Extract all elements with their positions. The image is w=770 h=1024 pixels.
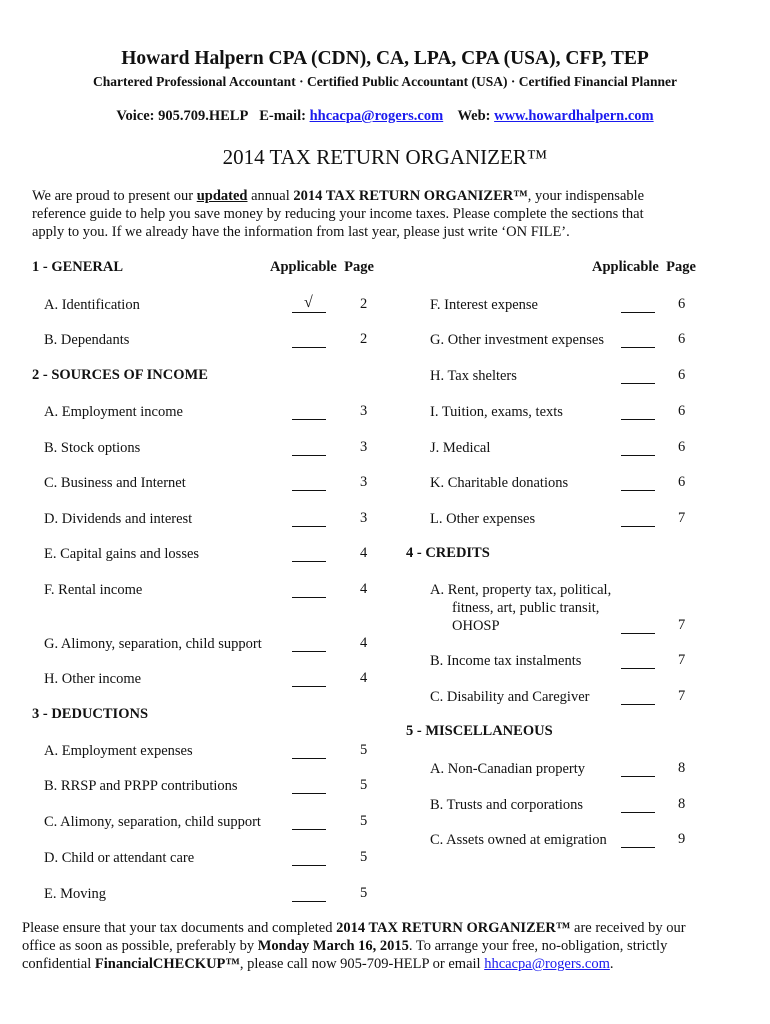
applicable-checkbox-field[interactable] [621, 798, 655, 813]
section-general: 1 - GENERAL [32, 259, 124, 275]
item-label [430, 581, 611, 635]
item-label-line: C. Disability and Caregiver [430, 689, 590, 705]
applicable-checkbox-field[interactable] [292, 637, 326, 652]
item-label-line: D. Child or attendant care [44, 850, 195, 866]
item-label [44, 403, 183, 421]
item-label-line: A. Employment expenses [44, 743, 193, 759]
item-label [430, 796, 583, 814]
item-page-number: 4 [360, 670, 368, 686]
applicable-checkbox-field[interactable] [292, 512, 326, 527]
item-label-line: C. Assets owned at emigration [430, 832, 607, 848]
item-page-number: 8 [678, 796, 686, 812]
applicable-checkbox-field[interactable] [292, 294, 326, 313]
item-label [44, 777, 238, 795]
applicable-checkbox-field[interactable] [292, 476, 326, 491]
item-label-line: C. Business and Internet [44, 475, 186, 491]
item-label [430, 296, 538, 314]
item-page-number: 7 [678, 617, 686, 633]
intro-paragraph [32, 187, 644, 241]
credentials-line: Chartered Professional Accountant · Certified Public Accountant (USA) · Certified Financial Planner [92, 74, 678, 89]
right-col-header: Applicable Page [592, 259, 696, 275]
email-link[interactable]: hhcacpa@rogers.com [309, 108, 444, 124]
item-page-number: 3 [360, 403, 368, 419]
applicable-checkbox-field[interactable] [621, 476, 655, 491]
item-page-number: 5 [360, 885, 368, 901]
applicable-checkbox-field[interactable] [621, 333, 655, 348]
item-page-number: 5 [360, 813, 368, 829]
item-page-number: 6 [678, 367, 686, 383]
applicable-checkbox-field[interactable] [292, 333, 326, 348]
item-label [430, 403, 563, 421]
item-label-line: G. Alimony, separation, child support [44, 636, 262, 652]
footer-line-3: confidential FinancialCHECKUP™, please call now 905-709-HELP or email hhcacpa@rogers.com. [22, 956, 614, 972]
applicable-checkbox-field[interactable] [292, 887, 326, 902]
item-label [430, 760, 585, 778]
item-label-line: E. Capital gains and losses [44, 546, 200, 562]
applicable-checkbox-field[interactable] [292, 672, 326, 687]
email-label: E-mail: [259, 108, 306, 124]
item-label [44, 849, 194, 867]
footer-line-1: Please ensure that your tax documents and completed 2014 TAX RETURN ORGANIZER™ are received by our [22, 920, 686, 936]
item-page-number: 3 [360, 474, 368, 490]
web-label: Web: [457, 108, 491, 124]
item-page-number: 2 [360, 296, 368, 312]
item-label-line: I. Tuition, exams, texts [430, 404, 563, 420]
item-label [430, 474, 568, 492]
item-page-number: 6 [678, 403, 686, 419]
item-label-line: H. Other income [44, 671, 142, 687]
item-label [44, 296, 140, 314]
item-page-number: 2 [360, 331, 368, 347]
item-page-number: 9 [678, 831, 686, 847]
item-label [44, 670, 141, 688]
applicable-checkbox-field[interactable] [621, 762, 655, 777]
item-page-number: 7 [678, 510, 686, 526]
applicable-checkbox-field[interactable] [292, 779, 326, 794]
applicable-checkbox-field[interactable] [292, 583, 326, 598]
item-page-number: 6 [678, 474, 686, 490]
item-label [430, 367, 517, 385]
item-label-line: A. Employment income [44, 404, 183, 420]
section-deductions: 3 - DEDUCTIONS [32, 706, 149, 722]
item-page-number: 7 [678, 652, 686, 668]
item-page-number: 4 [360, 545, 368, 561]
item-label-line: OHOSP [452, 618, 500, 634]
item-label [430, 439, 490, 457]
checkmark-icon: √ [304, 294, 313, 311]
footer-paragraph [22, 919, 686, 973]
applicable-checkbox-field[interactable] [621, 619, 655, 634]
item-page-number: 5 [360, 742, 368, 758]
firm-name: Howard Halpern CPA (CDN), CA, LPA, CPA (USA), CFP, TEP [121, 48, 649, 69]
item-label-line: E. Moving [44, 886, 107, 902]
item-page-number: 7 [678, 688, 686, 704]
item-label-line: B. Stock options [44, 440, 141, 456]
section-credits: 4 - CREDITS [406, 545, 490, 561]
section-income: 2 - SOURCES OF INCOME [32, 367, 208, 383]
item-page-number: 6 [678, 439, 686, 455]
item-page-number: 6 [678, 296, 686, 312]
item-page-number: 4 [360, 635, 368, 651]
applicable-checkbox-field[interactable] [292, 405, 326, 420]
item-label-line: B. RRSP and PRPP contributions [44, 778, 238, 794]
item-label-line: F. Interest expense [430, 297, 538, 313]
item-page-number: 5 [360, 777, 368, 793]
item-label-line: L. Other expenses [430, 511, 536, 527]
web-link[interactable]: www.howardhalpern.com [494, 108, 654, 124]
item-label-line: K. Charitable donations [430, 475, 569, 491]
item-label-line: G. Other investment expenses [430, 332, 604, 348]
intro-line-3: apply to you. If we already have the information from last year, please just write ‘ON FILE’. [32, 224, 570, 240]
left-col-header: Applicable Page [270, 259, 374, 275]
footer-email-link[interactable]: hhcacpa@rogers.com [484, 956, 610, 972]
item-label-line: fitness, art, public transit, [452, 600, 600, 616]
applicable-checkbox-field[interactable] [292, 851, 326, 866]
item-label [44, 635, 262, 653]
item-label [430, 331, 604, 349]
item-label-line: B. Income tax instalments [430, 653, 582, 669]
intro-line-2: reference guide to help you save money by reducing your income taxes. Please complete the sections that [32, 206, 644, 222]
applicable-checkbox-field[interactable] [292, 441, 326, 456]
item-label [44, 581, 142, 599]
item-label [44, 885, 106, 903]
item-label [44, 439, 140, 457]
applicable-checkbox-field[interactable] [621, 833, 655, 848]
item-label-line: A. Identification [44, 297, 140, 313]
applicable-checkbox-field[interactable] [621, 654, 655, 669]
item-label-line: J. Medical [430, 440, 491, 456]
item-label [430, 831, 607, 849]
item-label [430, 652, 581, 670]
item-page-number: 6 [678, 331, 686, 347]
applicable-checkbox-field[interactable] [621, 512, 655, 527]
item-label [44, 742, 193, 760]
item-label-line: A. Non-Canadian property [430, 761, 586, 777]
item-label [44, 331, 129, 349]
item-page-number: 5 [360, 849, 368, 865]
applicable-checkbox-field[interactable] [621, 441, 655, 456]
item-page-number: 3 [360, 510, 368, 526]
item-label-line: B. Trusts and corporations [430, 797, 584, 813]
item-label [44, 545, 199, 563]
applicable-checkbox-field[interactable] [621, 690, 655, 705]
item-page-number: 8 [678, 760, 686, 776]
item-label [44, 510, 192, 528]
item-label [430, 688, 589, 706]
voice-label: Voice: 905.709.HELP [116, 108, 249, 124]
item-label-line: F. Rental income [44, 582, 143, 598]
applicable-checkbox-field[interactable] [292, 744, 326, 759]
item-label-line: D. Dividends and interest [44, 511, 193, 527]
item-label-line: H. Tax shelters [430, 368, 517, 384]
footer-line-2: office as soon as possible, preferably by Monday March 16, 2015. To arrange your free, no-obligation, strictly [22, 938, 668, 954]
item-label [44, 813, 261, 831]
applicable-checkbox-field[interactable] [621, 369, 655, 384]
intro-line-1: We are proud to present our updated annual 2014 TAX RETURN ORGANIZER™, your indispensable [32, 188, 645, 204]
item-label-line: B. Dependants [44, 332, 130, 348]
applicable-checkbox-field[interactable] [621, 405, 655, 420]
section-misc: 5 - MISCELLANEOUS [406, 723, 553, 739]
item-label [44, 474, 186, 492]
applicable-checkbox-field[interactable] [621, 298, 655, 313]
applicable-checkbox-field[interactable] [292, 815, 326, 830]
applicable-checkbox-field[interactable] [292, 547, 326, 562]
item-page-number: 4 [360, 581, 368, 597]
contact-line [0, 108, 770, 125]
page-title: 2014 TAX RETURN ORGANIZER™ [222, 145, 548, 169]
item-page-number: 3 [360, 439, 368, 455]
item-label [430, 510, 535, 528]
item-label-line: A. Rent, property tax, political, [430, 582, 612, 598]
item-label-line: C. Alimony, separation, child support [44, 814, 261, 830]
